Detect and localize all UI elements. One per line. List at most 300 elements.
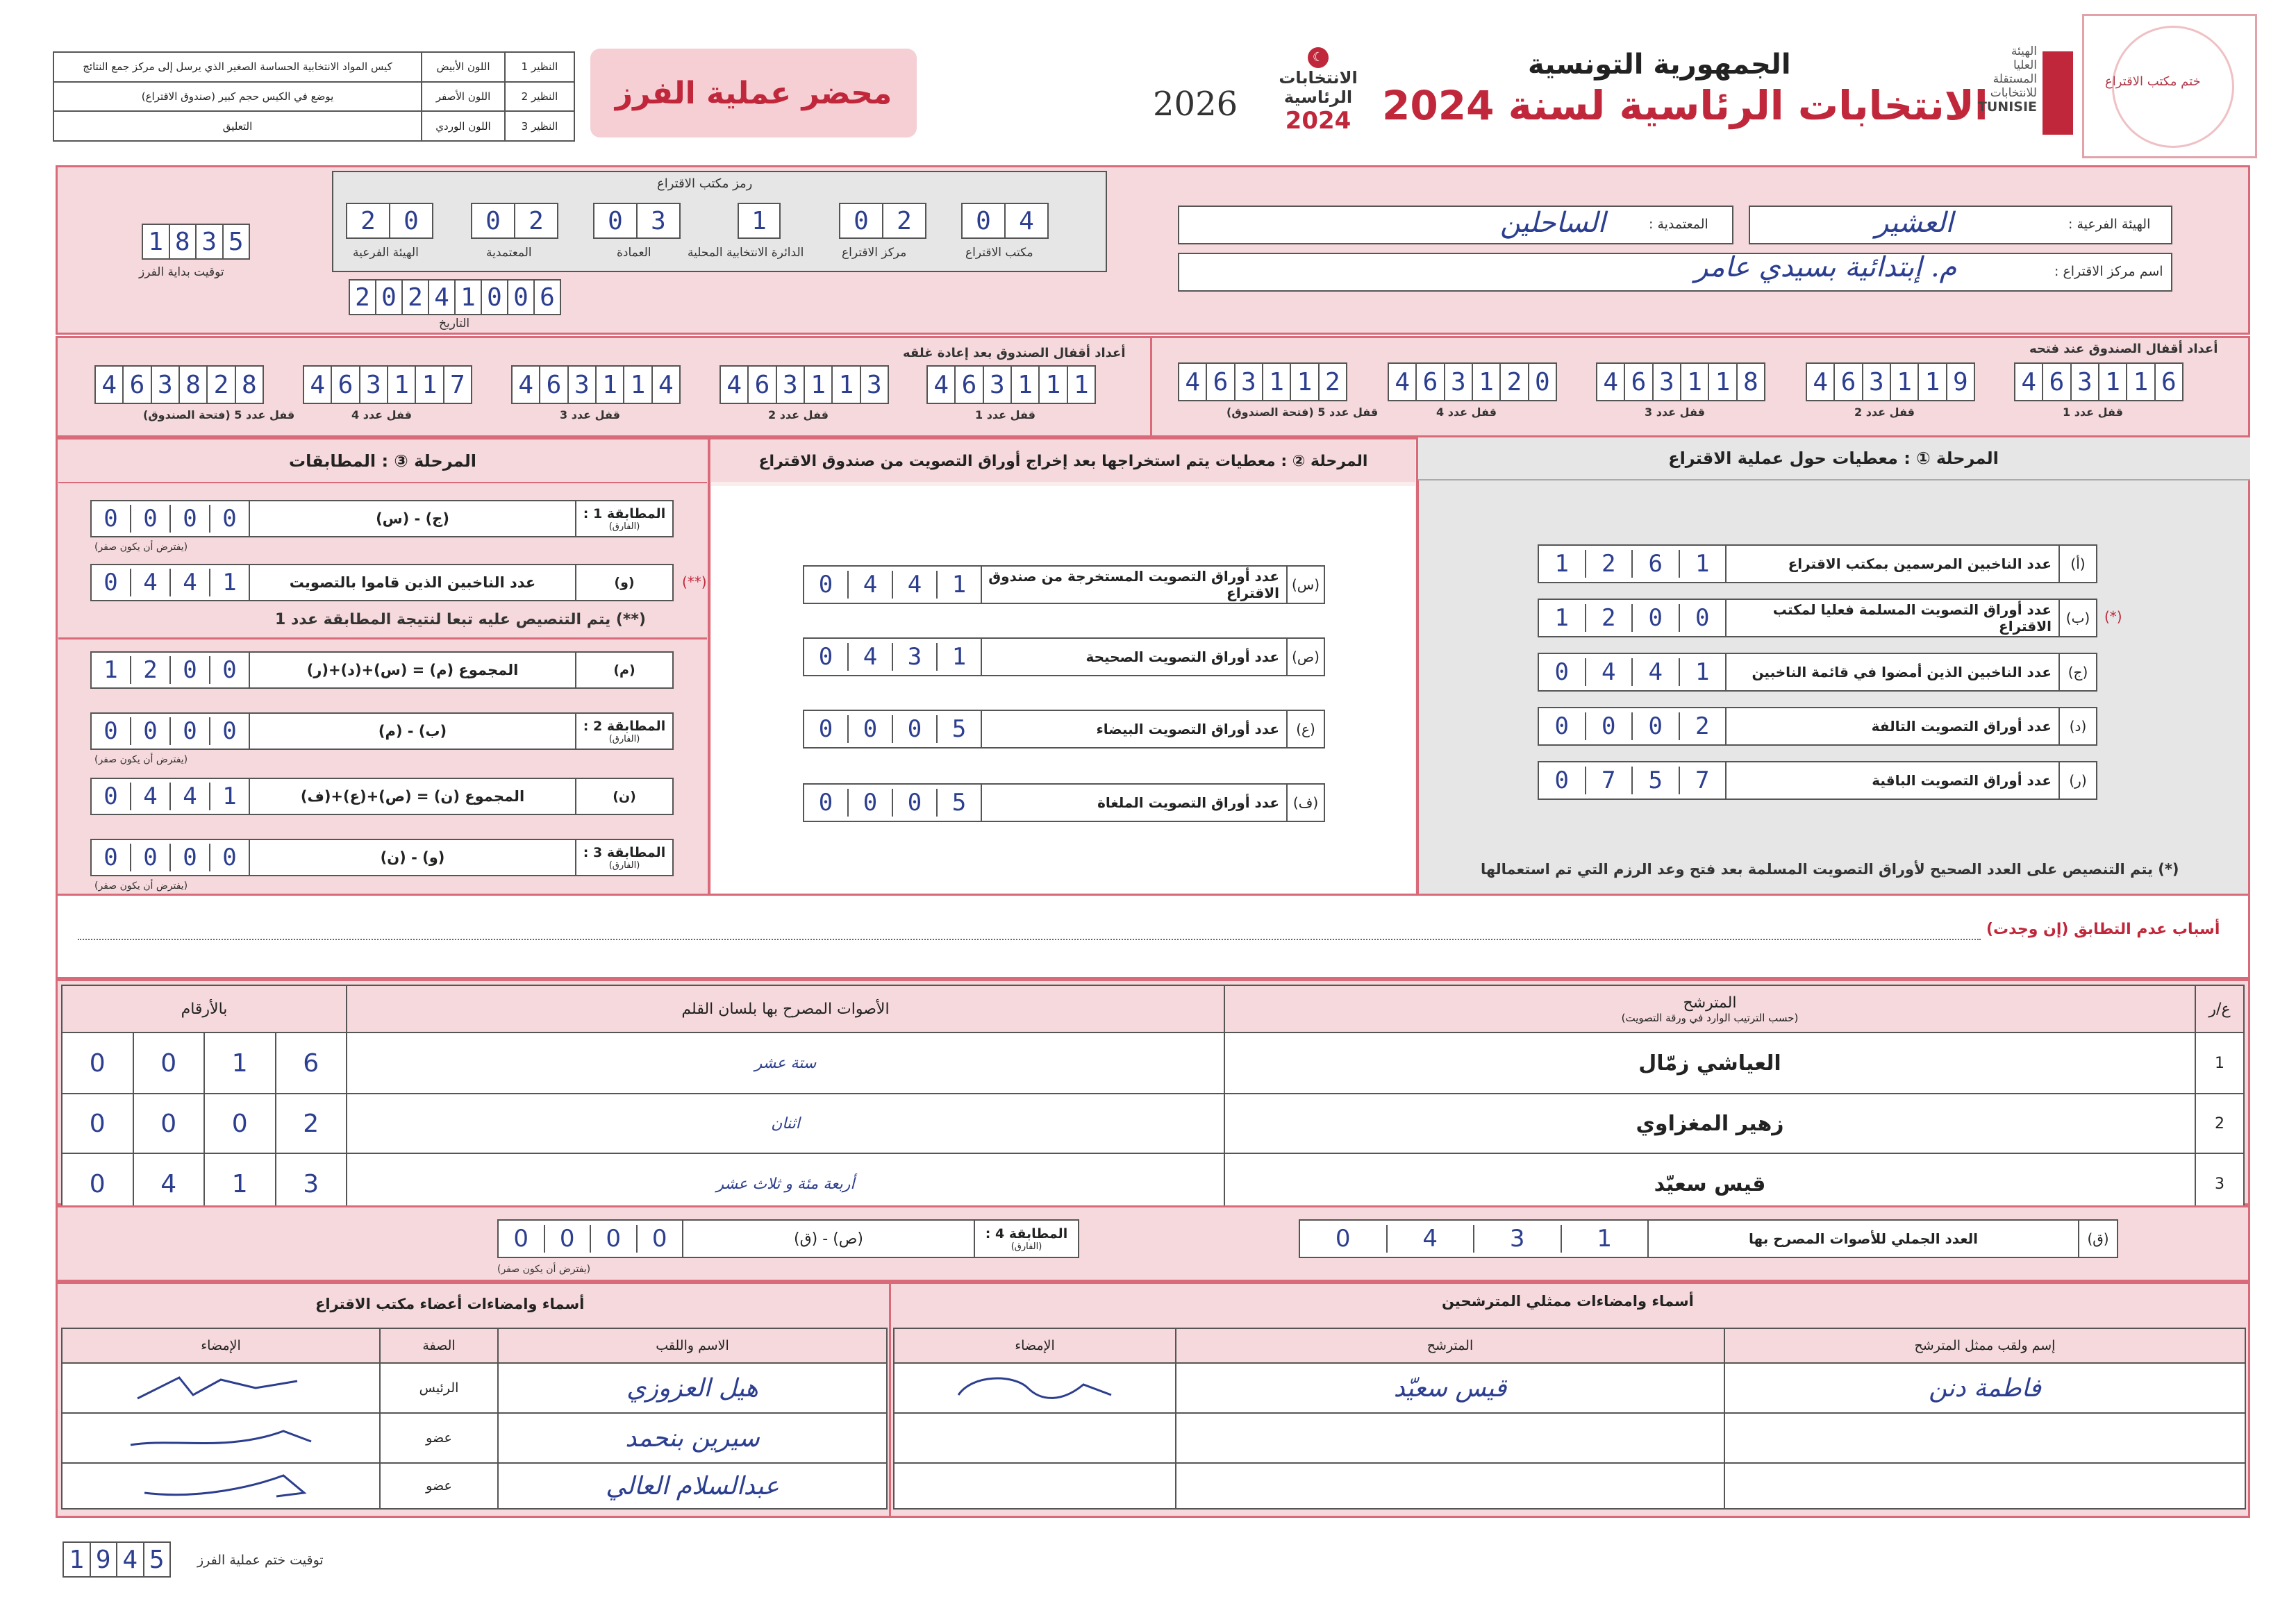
phase3-row	[90, 564, 674, 601]
digit: 1	[205, 1033, 276, 1093]
phase3-digits[interactable]	[92, 779, 249, 814]
digit: 6	[749, 367, 776, 403]
digit: 2	[1586, 604, 1633, 632]
digit: 3	[1445, 364, 1473, 400]
votes-words[interactable]: اثنان	[347, 1094, 1224, 1153]
phase3-row-label	[575, 714, 672, 749]
envelope-color: اللون الأصفر	[422, 82, 505, 112]
center-value: م. إبتدائية بسيدي عامر	[1695, 251, 1957, 283]
reps-table	[893, 1328, 2246, 1510]
end-time-digits[interactable]	[63, 1541, 171, 1578]
closing-lock-label: قفل عدد 2	[768, 408, 829, 421]
delegation-code-label: المعتمدية	[486, 246, 532, 260]
closing-lock-label: قفل عدد 4	[351, 408, 412, 421]
closing-lock-3-digits[interactable]	[511, 365, 681, 404]
digit: 1	[222, 783, 237, 810]
digit: 3	[1863, 364, 1891, 400]
col-rep-signature: الإمضاء	[894, 1328, 1176, 1363]
digit: 6	[956, 367, 983, 403]
digit: 2	[303, 1109, 319, 1138]
year-handwritten: 2026	[1153, 85, 1238, 124]
digit: 0	[1300, 1225, 1388, 1253]
delegation-field-label: المعتمدية :	[1649, 217, 1708, 232]
digit: 2	[529, 206, 544, 235]
digit: 1	[805, 367, 833, 403]
row-key: (ج)	[2058, 654, 2096, 690]
digit: 2	[350, 281, 376, 314]
logo-year: 2024	[1285, 107, 1351, 135]
row-digits[interactable]	[1539, 600, 1725, 636]
envelope-table	[53, 51, 575, 142]
digit: 3	[152, 367, 180, 403]
opening-lock-label: قفل عدد 2	[1854, 406, 1915, 419]
digit: 1	[92, 656, 131, 684]
digit: 0	[134, 1094, 206, 1153]
phase1-header	[1417, 437, 2250, 480]
label-text: (و)	[614, 575, 635, 590]
phase2-row	[803, 637, 1325, 676]
signature-scribble-icon	[117, 1465, 325, 1507]
rep-signature[interactable]	[894, 1363, 1176, 1413]
table-row	[894, 1463, 2245, 1509]
digit: 0	[131, 717, 171, 745]
digit: 4	[893, 571, 938, 599]
asterisk-mark: (*)	[2104, 608, 2122, 625]
signature-scribble-icon	[117, 1367, 325, 1409]
digit: 3	[651, 206, 666, 235]
phase3-formula: عدد الناخبين الذين قاموا بالتصويت	[249, 565, 575, 600]
votes-digits-cell[interactable]	[62, 1094, 347, 1153]
isie-flag-bar-icon	[2043, 51, 2073, 135]
row-key: (س)	[1286, 567, 1324, 603]
digit: 0	[131, 844, 171, 871]
row-label: عدد أوراق التصويت الباقية	[1725, 762, 2058, 799]
digit: 1	[1695, 550, 1710, 578]
phase3-digits[interactable]	[92, 501, 249, 536]
digit: 3	[303, 1169, 319, 1198]
subsidiary-code-label: الهيئة الفرعية	[353, 246, 419, 260]
digit: 0	[92, 569, 131, 596]
phase3-row	[90, 651, 674, 689]
digit: 6	[1835, 364, 1863, 400]
opening-lock-5-digits[interactable]	[1178, 362, 1347, 401]
digit: 4	[849, 643, 893, 671]
digit: 3	[777, 367, 805, 403]
row-label: عدد أوراق التصويت التالفة	[1725, 708, 2058, 744]
stamp-label: ختم مكتب الاقتراع	[2105, 74, 2201, 89]
envelope-no: النظير 2	[505, 82, 574, 112]
col-member-signature: الإمضاء	[62, 1328, 380, 1363]
digit: 0	[804, 789, 849, 817]
candidate-name: قيس سعيّد	[1224, 1153, 2195, 1214]
signatures-divider	[889, 1282, 891, 1518]
digit: 0	[591, 1225, 638, 1253]
phase3-row	[90, 839, 674, 876]
digit: 0	[92, 505, 131, 533]
digit: 1	[1891, 364, 1919, 400]
table-row	[62, 1094, 2244, 1153]
digit: 1	[456, 281, 482, 314]
digit: 4	[304, 367, 332, 403]
phase3-formula: (ب) - (م)	[249, 714, 575, 749]
digit: 0	[1586, 712, 1633, 740]
opening-lock-1-digits[interactable]	[2014, 362, 2183, 401]
start-time-digits[interactable]	[142, 224, 250, 260]
m4-label-cell	[974, 1221, 1078, 1257]
opening-lock-label: قفل عدد 5 (فتحة الصندوق)	[1226, 406, 1379, 419]
phase2-body	[711, 486, 1415, 893]
envelope-desc: يوضع في الكيس حجم كبير (صندوق الاقتراع)	[53, 82, 422, 112]
digit: 0	[205, 1094, 276, 1153]
phase3-digits[interactable]	[92, 840, 249, 875]
row-digits[interactable]	[804, 639, 981, 675]
end-time-label: توقيت ختم عملية الفرز	[197, 1553, 324, 1568]
digit: 1	[1073, 370, 1089, 399]
digit: 0	[63, 1033, 134, 1093]
center-field[interactable]	[1178, 253, 2172, 292]
row-digits[interactable]	[1539, 654, 1725, 690]
table-row	[62, 1363, 887, 1413]
total-votes-row	[1299, 1219, 2118, 1258]
closing-lock-label: قفل عدد 5 (فتحة الصندوق)	[143, 408, 295, 421]
election-title: الانتخابات الرئاسية لسنة 2024	[1382, 82, 1988, 129]
digit: 0	[499, 1225, 545, 1253]
row-no: 1	[2195, 1032, 2244, 1094]
rep-name[interactable]: فاطمة دنن	[1724, 1363, 2245, 1413]
label-text: المطابقة 2 :	[583, 718, 666, 734]
label-text: (م)	[613, 662, 635, 678]
phase1-title: المرحلة ① : معطيات حول عملية الاقتراع	[1668, 449, 1999, 468]
phase1-row	[1538, 653, 2097, 692]
office-code-digits[interactable]	[961, 203, 1049, 239]
digit: 2	[1501, 364, 1529, 400]
digit: 2	[1324, 367, 1340, 396]
mismatch-label: أسباب عدم التطابق (إن وجدت)	[1986, 921, 2220, 938]
digit: 3	[569, 367, 597, 403]
digit: 0	[171, 844, 210, 871]
digit: 0	[376, 281, 403, 314]
digit: 0	[1539, 712, 1586, 740]
election-logo	[1276, 47, 1360, 144]
digit: 4	[2015, 364, 2043, 400]
phase2-header	[711, 440, 1415, 482]
digit: 2	[1695, 712, 1710, 740]
total-label: العدد الجملي للأصوات المصرح بها	[1647, 1221, 2078, 1257]
phase3-row-label	[575, 840, 672, 875]
digit: 1	[1919, 364, 1947, 400]
digit: 6	[332, 367, 360, 403]
col-no-header: ع/ر	[2195, 985, 2244, 1032]
phase3-row	[90, 500, 674, 537]
phase1-row	[1538, 761, 2097, 800]
office-code-label: مكتب الاقتراع	[965, 246, 1033, 260]
digit: 2	[1586, 550, 1633, 578]
digit: 0	[1539, 658, 1586, 686]
closing-lock-2-digits[interactable]	[719, 365, 889, 404]
closing-lock-1-digits[interactable]	[926, 365, 1096, 404]
digit: 8	[241, 370, 257, 399]
phase1-row	[1538, 707, 2097, 746]
digit: 4	[1388, 1225, 1475, 1253]
digit: 0	[472, 204, 515, 237]
digit: 4	[1807, 364, 1835, 400]
isie-line: العليا	[2013, 58, 2037, 72]
phase3-row-label	[575, 501, 672, 536]
row-key: (ف)	[1286, 785, 1324, 821]
digit: 3	[1654, 364, 1681, 400]
row-no: 3	[2195, 1153, 2244, 1214]
opening-lock-label: قفل عدد 3	[1645, 406, 1705, 419]
digit: 0	[804, 643, 849, 671]
member-name[interactable]: سيرين بنحمد	[498, 1413, 887, 1463]
digit: 5	[951, 715, 967, 743]
member-signature[interactable]	[62, 1413, 380, 1463]
votes-digits-cell[interactable]	[62, 1032, 347, 1094]
envelope-color: اللون الوردي	[422, 111, 505, 141]
row-digits[interactable]	[1539, 762, 1725, 799]
digit: 1	[951, 571, 967, 599]
member-signature[interactable]	[62, 1463, 380, 1509]
digit: 1	[833, 367, 860, 403]
row-no: 2	[2195, 1094, 2244, 1153]
delegation-code-digits[interactable]	[471, 203, 558, 239]
table-row	[62, 1032, 2244, 1094]
isie-abbr: TUNISIE	[1977, 99, 2037, 115]
digit: 1	[1012, 367, 1040, 403]
closing-locks-title: أعداد أقفال الصندوق بعد إعادة غلقه	[903, 346, 1126, 360]
digit: 6	[2161, 367, 2177, 396]
row-key: (ب)	[2058, 600, 2096, 636]
digit: 4	[1597, 364, 1625, 400]
table-row	[894, 1413, 2245, 1463]
row-label: عدد أوراق التصويت الصحيحة	[981, 639, 1286, 675]
opening-lock-4-digits[interactable]	[1388, 362, 1557, 401]
zero-note: (يفترض أن يكون صفر)	[94, 542, 188, 553]
digit: 4	[429, 281, 456, 314]
digit: 0	[222, 717, 237, 745]
label-text: (ن)	[613, 789, 636, 804]
code-title: رمز مكتب الاقتراع	[657, 176, 753, 191]
form-title: محضر عملية الفرز	[615, 75, 892, 111]
phase1-note: (*) يتم التنصيص على العدد الصحيح لأوراق التصويت المسلمة بعد فتح وعد الرزم التي تم استعمالها	[1481, 861, 2179, 878]
digit: 1	[1709, 364, 1737, 400]
digit: 0	[893, 715, 938, 743]
row-key: (ص)	[1286, 639, 1324, 675]
digit: 5	[1633, 767, 1680, 794]
col-rep-candidate: المترشح	[1176, 1328, 1724, 1363]
votes-words[interactable]: أربعة مئة و ثلاث عشر	[347, 1153, 1224, 1214]
form-title-box	[590, 49, 917, 137]
digit: 4	[658, 370, 674, 399]
digit: 0	[893, 789, 938, 817]
isie-line: للانتخابات	[1990, 86, 2037, 100]
phase3-formula: (و) - (ن)	[249, 840, 575, 875]
digit: 9	[91, 1543, 118, 1576]
digit: 4	[131, 569, 171, 596]
row-label: عدد أوراق التصويت الملغاة	[981, 785, 1286, 821]
digit: 5	[951, 789, 967, 817]
digit: 4	[134, 1154, 206, 1214]
rep-candidate[interactable]: قيس سعيّد	[1176, 1363, 1724, 1413]
digit: 6	[1625, 364, 1653, 400]
members-title: أسماء وامضاءات أعضاء مكتب الاقتراع	[315, 1296, 585, 1312]
phase3-digits[interactable]	[92, 653, 249, 687]
phase3-formula: (ج) - (س)	[249, 501, 575, 536]
phase2-row	[803, 565, 1325, 604]
phase1-row	[1538, 599, 2097, 637]
phase3-digits[interactable]	[92, 565, 249, 600]
digit: 1	[2127, 364, 2155, 400]
digit: 3	[360, 367, 388, 403]
opening-lock-3-digits[interactable]	[1596, 362, 1765, 401]
m4-sub: (الفارق)	[1010, 1241, 1042, 1252]
center-code-digits[interactable]	[839, 203, 926, 239]
results-table	[61, 985, 2245, 1215]
digit: 6	[1207, 364, 1235, 400]
subsidiary-field-label: الهيئة الفرعية :	[2068, 217, 2151, 232]
phase3-header	[58, 440, 707, 483]
digit: 2	[403, 281, 429, 314]
digit: 2	[131, 656, 171, 684]
member-name[interactable]: عبدالسلام العالي	[498, 1463, 887, 1509]
row-key: (ع)	[1286, 711, 1324, 747]
digit: 5	[149, 1545, 165, 1574]
phase2-title: المرحلة ② : معطيات يتم استخراجها بعد إخراج أوراق التصويت من صندوق الاقتراع	[758, 452, 1368, 470]
opening-lock-2-digits[interactable]	[1806, 362, 1975, 401]
digit: 0	[1534, 367, 1550, 396]
m4-label: المطابقة 4 :	[985, 1226, 1068, 1241]
opening-locks-title: أعداد أقفال الصندوق عند فتحه	[2029, 342, 2218, 356]
digit: 5	[228, 227, 244, 256]
digit: 0	[63, 1094, 134, 1153]
digit: 3	[1236, 364, 1263, 400]
phase3-formula: المجموع (م) = (س)+(د)+(ر)	[249, 653, 575, 687]
digit: 4	[117, 1543, 144, 1576]
digit: 0	[92, 844, 131, 871]
logo-text: الانتخابات الرئاسية	[1279, 68, 1358, 107]
digit: 0	[963, 204, 1006, 237]
digit: 0	[545, 1225, 592, 1253]
digit: 1	[1263, 364, 1291, 400]
row-label: عدد الناخبين المرسمين بمكتب الاقتراع	[1725, 546, 2058, 582]
digit: 1	[416, 367, 444, 403]
row-label: عدد الناخبين الذين أمضوا في قائمة الناخبين	[1725, 654, 2058, 690]
digit: 0	[63, 1154, 134, 1214]
row-digits[interactable]	[1539, 708, 1725, 744]
member-name[interactable]: هيل العزوزي	[498, 1363, 887, 1413]
digit: 0	[1695, 604, 1710, 632]
digit: 0	[594, 204, 638, 237]
mismatch-dotted-line[interactable]	[78, 939, 1981, 940]
republic-name: الجمهورية التونسية	[1528, 49, 1791, 81]
row-digits[interactable]	[804, 785, 981, 821]
members-table	[61, 1328, 888, 1510]
digit: 1	[1681, 364, 1709, 400]
start-time-label: توقيت بداية الفرز	[139, 265, 224, 279]
col-digits-header: بالأرقام	[62, 985, 347, 1032]
omda-code-digits[interactable]	[593, 203, 681, 239]
digit: 2	[208, 367, 235, 403]
votes-words[interactable]: ستة عشر	[347, 1032, 1224, 1094]
closing-lock-5-digits[interactable]	[94, 365, 264, 404]
district-code-digits[interactable]	[738, 203, 781, 239]
digit: 0	[222, 844, 237, 871]
digit: 4	[513, 367, 540, 403]
subsidiary-code-digits[interactable]	[346, 203, 433, 239]
table-row	[62, 1463, 887, 1509]
candidate-name: زهير المغزاوي	[1224, 1094, 2195, 1153]
isie-line: المستقلة	[1993, 72, 2037, 86]
closing-lock-label: قفل عدد 3	[560, 408, 620, 421]
digit: 0	[171, 656, 210, 684]
digit: 4	[721, 367, 749, 403]
label-sub: (الفارق)	[608, 860, 640, 871]
digit: 3	[1474, 1225, 1562, 1253]
total-digits[interactable]	[1300, 1221, 1647, 1257]
digit: 6	[1633, 550, 1680, 578]
envelope-no: النظير 1	[505, 52, 574, 82]
digit: 1	[951, 643, 967, 671]
center-field-label: اسم مركز الاقتراع :	[2054, 264, 2163, 279]
digit: 7	[449, 370, 465, 399]
phase2-row	[803, 710, 1325, 749]
digit: 4	[171, 783, 210, 810]
row-digits[interactable]	[1539, 546, 1725, 582]
digit: 1	[1291, 364, 1319, 400]
row-key: (أ)	[2058, 546, 2096, 582]
col-words-header: الأصوات المصرح بها بلسان القلم	[347, 985, 1224, 1032]
phase3-digits[interactable]	[92, 714, 249, 749]
digit: 6	[540, 283, 555, 312]
digit: 6	[124, 367, 151, 403]
digit: 4	[1389, 364, 1417, 400]
digit: 0	[840, 204, 883, 237]
subsidiary-value: العشير	[1875, 207, 1954, 239]
digit: 3	[866, 370, 882, 399]
digit: 1	[751, 206, 767, 235]
closing-lock-4-digits[interactable]	[303, 365, 472, 404]
member-role: عضو	[380, 1463, 498, 1509]
digit: 3	[197, 225, 224, 258]
member-role: الرئيس	[380, 1363, 498, 1413]
row-label: عدد أوراق التصويت المسلمة فعليا لمكتب الاقتراع	[1725, 600, 2058, 636]
candidate-name: العياشي زمّال	[1224, 1032, 2195, 1094]
member-signature[interactable]	[62, 1363, 380, 1413]
row-digits[interactable]	[804, 711, 981, 747]
omda-code-label: العمادة	[617, 246, 651, 260]
envelope-desc: التعليق	[53, 111, 422, 141]
date-digits[interactable]	[349, 279, 561, 315]
col-candidate-header	[1224, 985, 2195, 1032]
phase3-row-label	[575, 565, 672, 600]
digit: 7	[1695, 767, 1710, 794]
digit: 6	[2043, 364, 2071, 400]
row-digits[interactable]	[804, 567, 981, 603]
label-text: المطابقة 1 :	[583, 505, 666, 521]
center-code-label: مركز الاقتراع	[842, 246, 907, 260]
locks-divider	[1150, 336, 1152, 437]
digit: 4	[1019, 206, 1034, 235]
label-sub: (الفارق)	[608, 521, 640, 532]
digit: 1	[2099, 364, 2127, 400]
m4-digits[interactable]	[499, 1221, 682, 1257]
digit: 6	[303, 1048, 319, 1078]
opening-lock-label: قفل عدد 1	[2063, 406, 2123, 419]
digit: 6	[1417, 364, 1445, 400]
total-key: (ق)	[2078, 1221, 2117, 1257]
col-candidate: المترشح	[1683, 994, 1737, 1012]
polling-station-stamp-box	[2082, 14, 2257, 158]
